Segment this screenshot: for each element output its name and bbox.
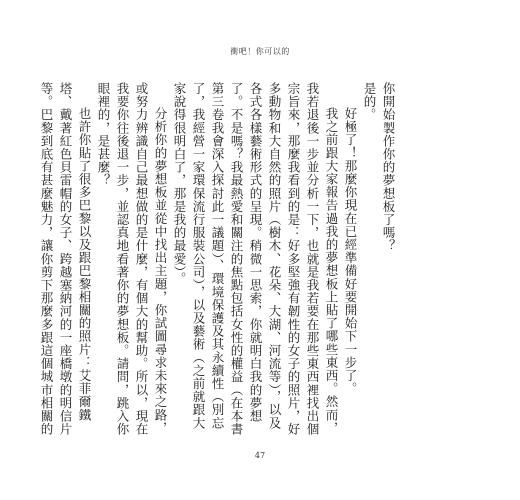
paragraph: 我之前跟大家報告過我的夢想板上貼了哪些東西。然而，我若退後一步並分析一下，也就是我若要在那些東西裡找出個宗旨來，那麼我看到的是：好多堅強有韌性的女子的照片，好多動物和大自然的照片（樹木、花朵、大湖、河流等），以及各式各樣藝術形式的呈現。稍微一思索，你就明白我的夢想了。不是嗎？我最熱愛和關注的焦點包括女性的權益（在本書第三卷我會深入探討此一議題）、環境保護及其永續性（別忘了，我經營一家環保流行服裝公司），以及藝術（之前就跟大家說得很明白了，那是我的最愛）。 — [172, 82, 339, 436]
body-text — [39, 82, 398, 437]
page-number: 47 — [254, 451, 266, 460]
paragraph: 也許你貼了很多巴黎以及跟巴黎相關的照片：艾菲爾鐵塔、戴著紅色貝雷帽的女子、跨越塞納河的一座橋墩的明信片等。巴黎到底有甚麼魅力，讓你剪下那麼多跟這個城市相關的 — [39, 82, 92, 436]
paragraph: 好極了！那麼你現在已經準備好要開始下一步了。 — [343, 107, 358, 396]
paragraph: 你開始製作你的夢想板了嗎？ — [381, 82, 396, 253]
paragraph: 分析你的夢想板並從中找出主題，你試圖尋求未來之路，或努力辨識自己最想做的是什麼，有個大的幫助。所以，現在我要你往後退一步，並認真地看著你的夢想板。請問，跳入你眼裡的，是甚麼？ — [96, 82, 168, 436]
running-head: 衝吧！你可以的 — [230, 47, 290, 56]
paragraph: 是的。 — [362, 82, 377, 122]
